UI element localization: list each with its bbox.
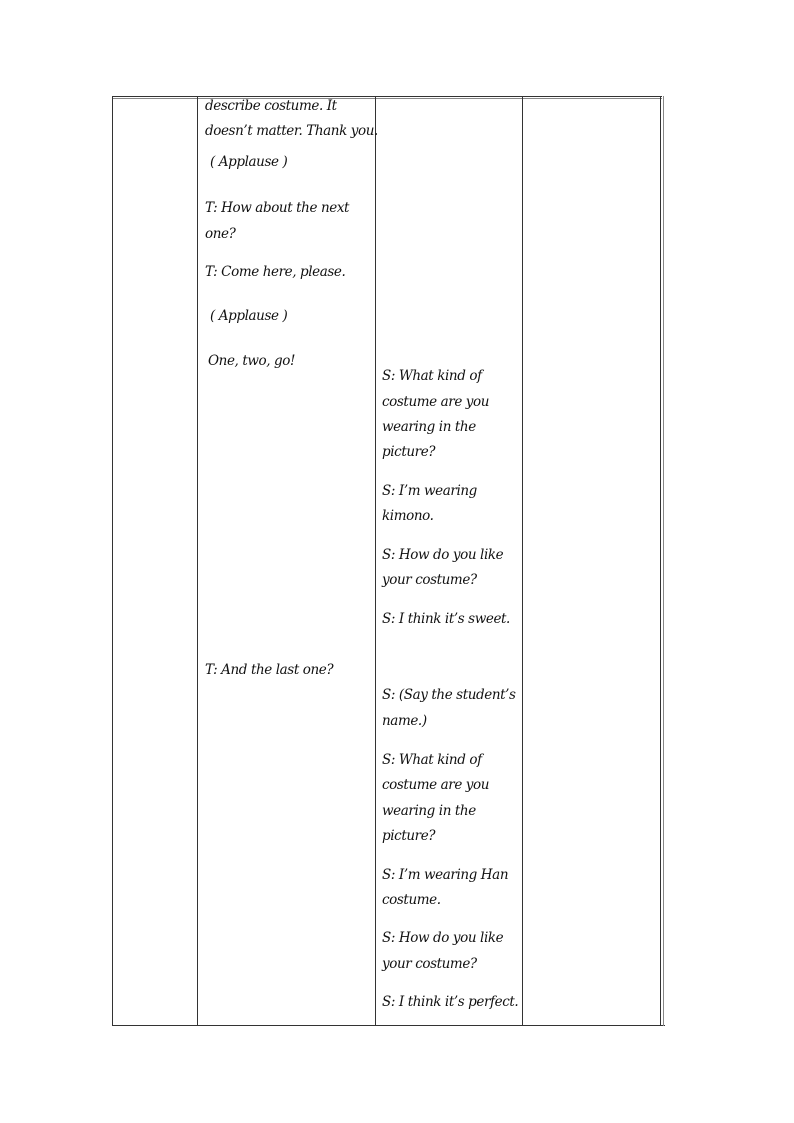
student-line: picture? (382, 828, 436, 844)
student-line: name.) (382, 713, 427, 729)
student-line: costume. (382, 892, 441, 908)
student-line: picture? (382, 444, 436, 460)
column-divider-1 (197, 96, 198, 1026)
teacher-line: One, two, go! (208, 353, 296, 369)
student-line: S: How do you like (382, 930, 504, 946)
teacher-line: T: How about the next (205, 200, 350, 216)
table-bottom-border (112, 1025, 665, 1026)
table-top-border (112, 96, 662, 97)
student-line: S: I’m wearing Han (382, 867, 509, 883)
teacher-line: doesn’t matter. Thank you. (205, 123, 378, 139)
column-divider-2 (375, 96, 376, 1026)
applause-note: ( Applause ) (210, 154, 288, 170)
teacher-line: one? (205, 226, 236, 242)
student-line: your costume? (382, 956, 477, 972)
table-right-border (660, 96, 661, 1026)
student-line: S: How do you like (382, 547, 504, 563)
teacher-line: T: Come here, please. (205, 264, 346, 280)
student-line: S: I think it’s perfect. (382, 994, 519, 1010)
student-line: your costume? (382, 572, 477, 588)
teacher-line: describe costume. It (205, 98, 337, 114)
table-left-border (112, 96, 113, 1026)
teacher-line: T: And the last one? (205, 662, 334, 678)
student-line: wearing in the (382, 419, 476, 435)
student-line: costume are you (382, 394, 490, 410)
student-line: S: What kind of (382, 752, 482, 768)
column-divider-3 (522, 96, 523, 1026)
table-right-border-double (663, 96, 664, 1026)
table-top-border-double (112, 98, 662, 99)
student-line: S: What kind of (382, 368, 482, 384)
student-line: S: I think it’s sweet. (382, 611, 510, 627)
student-line: S: I’m wearing (382, 483, 477, 499)
applause-note: ( Applause ) (210, 308, 288, 324)
student-line: S: (Say the student’s (382, 687, 516, 703)
student-line: costume are you (382, 777, 490, 793)
student-line: wearing in the (382, 803, 476, 819)
student-line: kimono. (382, 508, 434, 524)
